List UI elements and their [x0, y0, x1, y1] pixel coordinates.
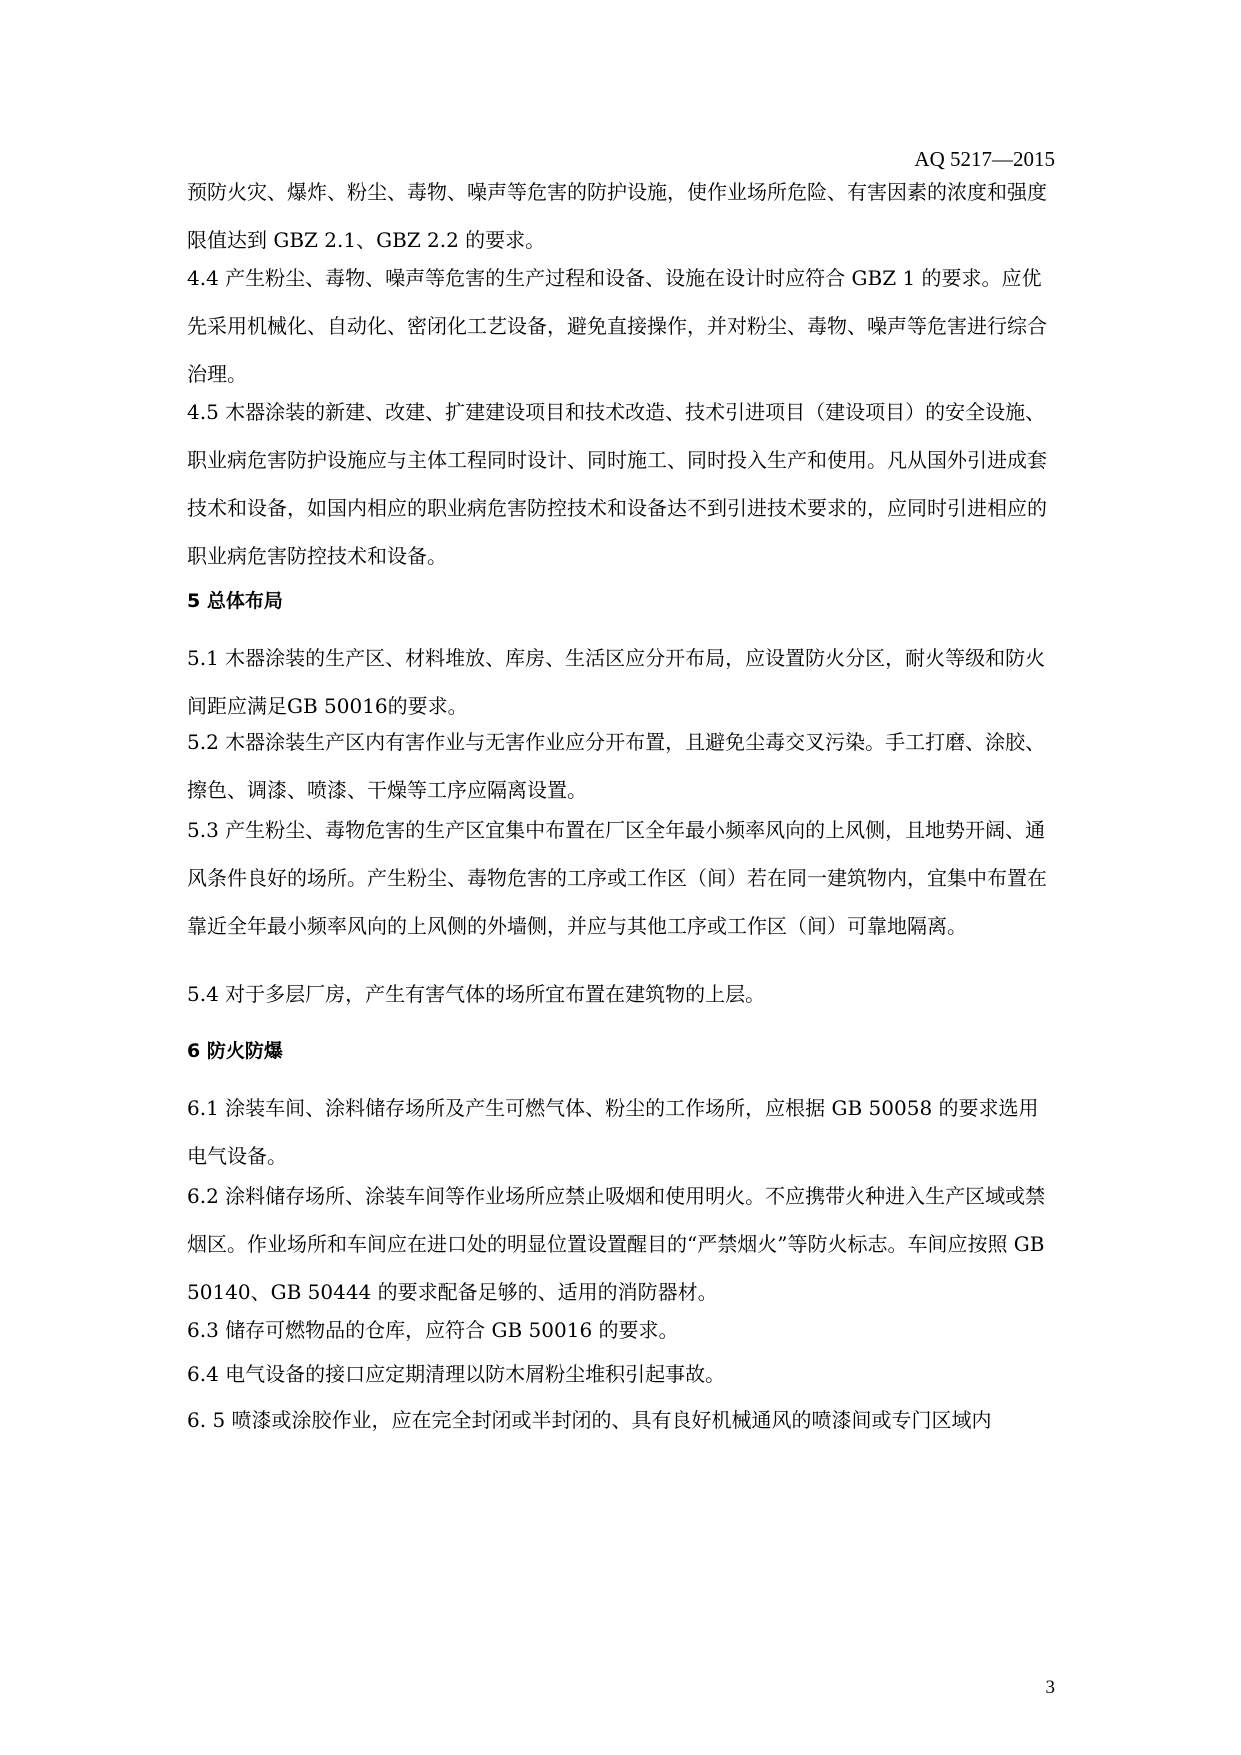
paragraph-6-4: 6.4 电气设备的接口应定期清理以防木屑粉尘堆积引起事故。 — [187, 1362, 726, 1386]
page-number: 3 — [1045, 1677, 1055, 1698]
paragraph-6-5: 6. 5 喷漆或涂胶作业，应在完全封闭或半封闭的、具有良好机械通风的喷漆间或专门区域内 — [187, 1408, 992, 1432]
paragraph-5-2: 5.2 木器涂装生产区内有害作业与无害作业应分开布置，且避免尘毒交叉污染。手工打磨、涂胶、擦色、调漆、喷漆、干燥等工序应隔离设置。 — [187, 730, 1046, 802]
paragraph-5-1: 5.1 木器涂装的生产区、材料堆放、库房、生活区应分开布局，应设置防火分区，耐火等级和防火间距应满足GB 50016的要求。 — [187, 646, 1046, 718]
paragraph-4-5: 4.5 木器涂装的新建、改建、扩建建设项目和技术改造、技术引进项目（建设项目）的安全设施、职业病危害防护设施应与主体工程同时设计、同时施工、同时投入生产和使用。凡从国外引进成套技术和设备，如国内相应的职业病危害防控技术和设备达不到引进技术要求的，应同时引进相应的职业病危害防控技术和设备。 — [187, 400, 1047, 568]
paragraph-6-2: 6.2 涂料储存场所、涂装车间等作业场所应禁止吸烟和使用明火。不应携带火种进入生产区域或禁烟区。作业场所和车间应在进口处的明显位置设置醒目的“严禁烟火”等防火标志。车间应按照 GB 50140、GB 50444 的要求配备足够的、适用的消防器材。 — [187, 1184, 1046, 1304]
section-heading-6: 6 防火防爆 — [187, 1040, 283, 1062]
document-code: AQ 5217—2015 — [914, 147, 1055, 171]
paragraph-continuation: 预防火灾、爆炸、粉尘、毒物、噪声等危害的防护设施，使作业场所危险、有害因素的浓度和强度限值达到 GBZ 2.1、GBZ 2.2 的要求。 — [187, 180, 1047, 252]
paragraph-4-4: 4.4 产生粉尘、毒物、噪声等危害的生产过程和设备、设施在设计时应符合 GBZ 1 的要求。应优先采用机械化、自动化、密闭化工艺设备，避免直接操作，并对粉尘、毒物、噪声等危害进行综合治理。 — [187, 266, 1047, 386]
paragraph-5-4: 5.4 对于多层厂房，产生有害气体的场所宜布置在建筑物的上层。 — [187, 982, 766, 1006]
paragraph-6-1: 6.1 涂装车间、涂料储存场所及产生可燃气体、粉尘的工作场所，应根据 GB 50058 的要求选用电气设备。 — [187, 1096, 1039, 1168]
paragraph-6-3: 6.3 储存可燃物品的仓库，应符合 GB 50016 的要求。 — [187, 1318, 679, 1342]
paragraph-5-3: 5.3 产生粉尘、毒物危害的生产区宜集中布置在厂区全年最小频率风向的上风侧，且地势开阔、通风条件良好的场所。产生粉尘、毒物危害的工序或工作区（间）若在同一建筑物内，宜集中布置在靠近全年最小频率风向的上风侧的外墙侧，并应与其他工序或工作区（间）可靠地隔离。 — [187, 818, 1047, 938]
section-heading-5: 5 总体布局 — [187, 590, 283, 612]
